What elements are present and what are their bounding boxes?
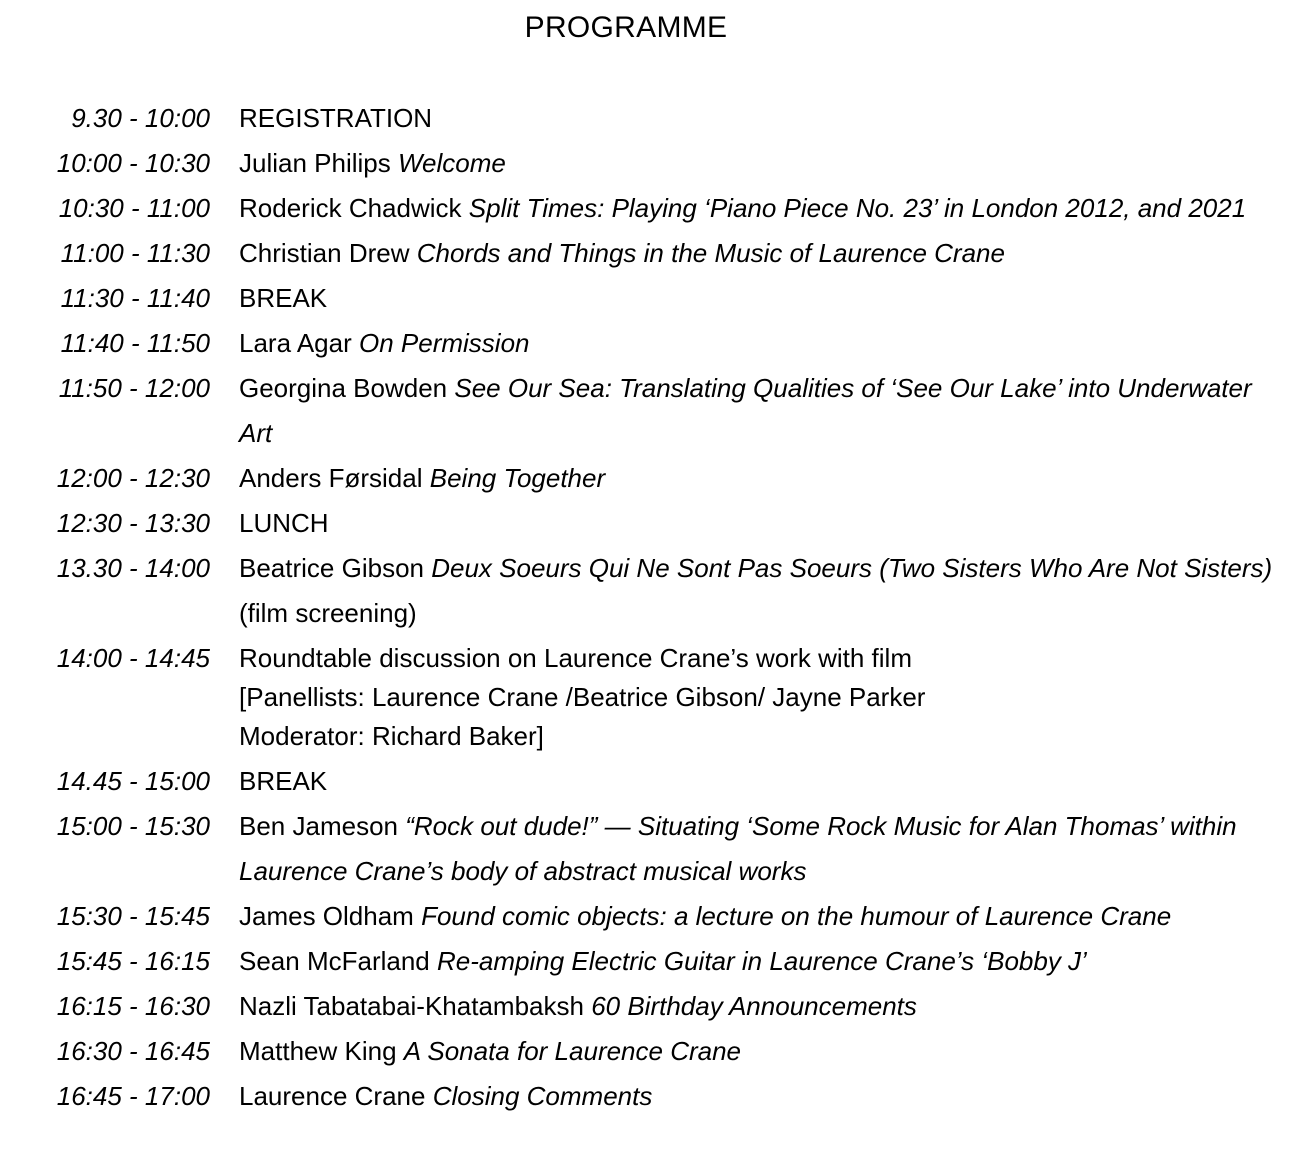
time-slot: 12:00 - 12:30 [56,463,210,493]
session-label: BREAK [239,766,328,796]
talk-title: On Permission [358,328,530,358]
entry [239,1029,1289,1074]
programme-row [0,636,1304,759]
programme-row [0,186,1304,231]
talk-title: Deux Soeurs Qui Ne Sont Pas Soeurs (Two Sisters Who Are Not Sisters) [431,553,1273,583]
talk-title: Re-amping Electric Guitar in Laurence Crane’s ‘Bobby J’ [437,946,1087,976]
time-slot: 10:00 - 10:30 [56,148,210,178]
entry [239,501,1289,546]
entry [239,639,1289,756]
entry [239,96,1289,141]
programme-row [0,501,1304,546]
programme-row [0,1029,1304,1074]
entry [239,1074,1289,1119]
programme-row [0,939,1304,984]
speaker-name: Ben Jameson [239,811,398,841]
time-slot: 15:00 - 15:30 [56,811,210,841]
time-slot: 12:30 - 13:30 [56,508,210,538]
time-slot: 9.30 - 10:00 [71,103,210,133]
session-label: BREAK [239,283,328,313]
time-slot: 16:30 - 16:45 [56,1036,210,1066]
programme-row [0,1074,1304,1119]
talk-title: Being Together [429,463,606,493]
speaker-name: Lara Agar [239,328,352,358]
panellists: [Panellists: Laurence Crane /Beatrice Gibson/ Jayne Parker [239,682,926,712]
programme-row [0,456,1304,501]
talk-title: 60 Birthday Announcements [591,991,917,1021]
time-slot: 11:30 - 11:40 [60,283,210,313]
talk-title: Closing Comments [432,1081,653,1111]
speaker-name: Matthew King [239,1036,397,1066]
page-title: PROGRAMME [524,11,728,44]
entry [239,894,1289,939]
talk-title: Chords and Things in the Music of Laurence Crane [416,238,1005,268]
entry [239,546,1289,636]
time-slot: 16:15 - 16:30 [56,991,210,1021]
speaker-name: Christian Drew [239,238,410,268]
programme-row [0,231,1304,276]
time-slot: 16:45 - 17:00 [56,1081,210,1111]
entry [239,759,1289,804]
speaker-name: Beatrice Gibson [239,553,424,583]
time-slot: 15:30 - 15:45 [56,901,210,931]
roundtable-title: Roundtable discussion on Laurence Crane’s work with film [239,643,912,673]
speaker-name: Julian Philips [239,148,391,178]
programme-row [0,141,1304,186]
speaker-name: Nazli Tabatabai-Khatambaksh [239,991,584,1021]
talk-title: See Our Sea: Translating Qualities of ‘See Our Lake’ into Underwater Art [239,373,1252,448]
programme-row [0,894,1304,939]
time-slot: 15:45 - 16:15 [56,946,210,976]
talk-note: (film screening) [239,598,417,628]
entry [239,804,1289,894]
time-slot: 10:30 - 11:00 [58,193,210,223]
speaker-name: Sean McFarland [239,946,430,976]
entry [239,456,1289,501]
speaker-name: Anders Førsidal [239,463,423,493]
entry [239,366,1289,456]
speaker-name: James Oldham [239,901,414,931]
entry [239,231,1289,276]
programme-row [0,546,1304,636]
entry [239,939,1289,984]
moderator: Moderator: Richard Baker] [239,721,544,751]
programme-row [0,759,1304,804]
entry [239,186,1289,231]
time-slot: 14:00 - 14:45 [56,643,210,673]
entry [239,321,1289,366]
entry [239,984,1289,1029]
programme-row [0,984,1304,1029]
talk-title: Found comic objects: a lecture on the humour of Laurence Crane [421,901,1172,931]
programme-list [0,96,1304,1119]
programme-row [0,321,1304,366]
talk-title: Welcome [397,148,506,178]
programme-row [0,366,1304,456]
session-label: REGISTRATION [239,103,433,133]
programme-row [0,804,1304,894]
programme-row [0,276,1304,321]
time-slot: 14.45 - 15:00 [56,766,210,796]
session-label: LUNCH [239,508,329,538]
time-slot: 11:40 - 11:50 [60,328,210,358]
time-slot: 11:50 - 12:00 [58,373,210,403]
programme-row [0,96,1304,141]
entry [239,276,1289,321]
speaker-name: Roderick Chadwick [239,193,462,223]
entry [239,141,1289,186]
speaker-name: Georgina Bowden [239,373,448,403]
talk-title: “Rock out dude!” — Situating ‘Some Rock Music for Alan Thomas’ within Laurence Crane’s body of abstract musical works [239,811,1237,886]
speaker-name: Laurence Crane [239,1081,426,1111]
time-slot: 11:00 - 11:30 [60,238,210,268]
talk-title: A Sonata for Laurence Crane [403,1036,742,1066]
talk-title: Split Times: Playing ‘Piano Piece No. 23’ in London 2012, and 2021 [468,193,1247,223]
time-slot: 13.30 - 14:00 [56,553,210,583]
